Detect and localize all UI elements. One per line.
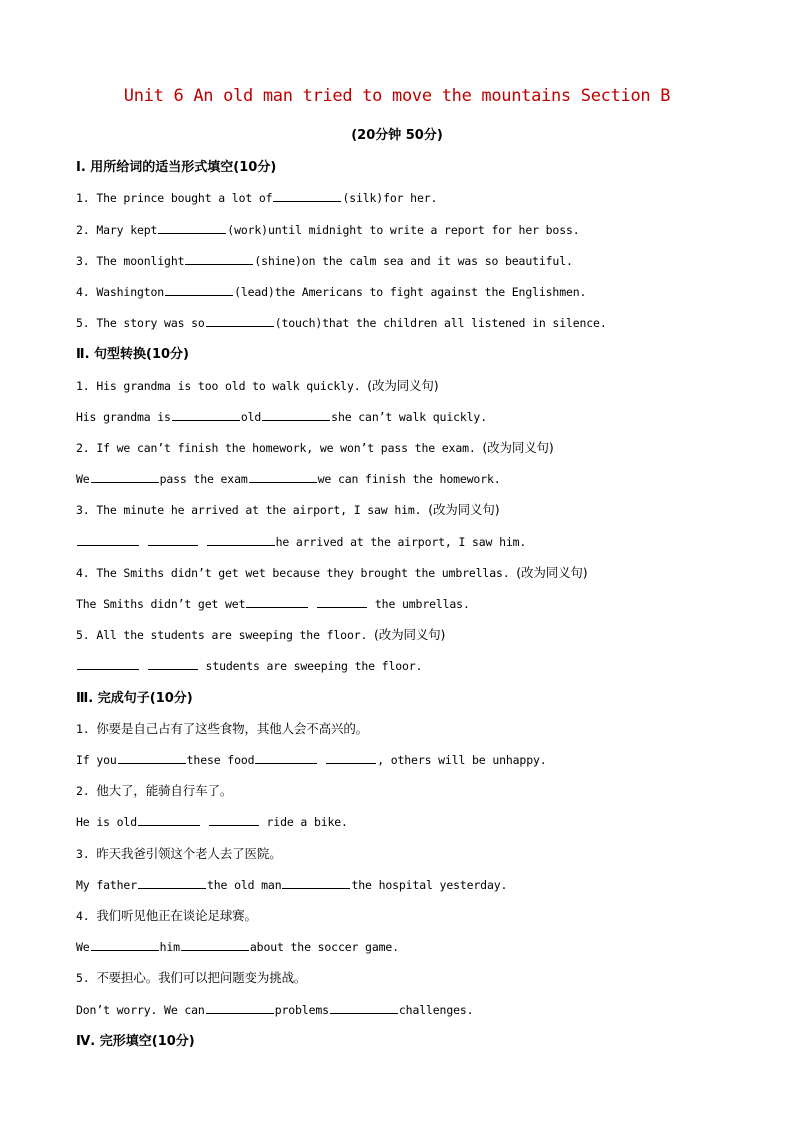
s2-item-2-prompt: 2. If we can’t finish the homework, we won’t pass the exam. (改为同义句) xyxy=(76,440,554,455)
answer-blank[interactable] xyxy=(317,595,367,608)
s2-item-1-answer: His grandma is old she can’t walk quickly. xyxy=(76,410,487,424)
answer-blank[interactable] xyxy=(249,470,317,483)
answer-blank[interactable] xyxy=(77,533,139,546)
answer-blank[interactable] xyxy=(118,751,186,764)
answer-blank[interactable] xyxy=(185,252,253,265)
s1-item-2: 2. Mary kept (work)until midnight to write a report for her boss. xyxy=(76,223,580,237)
s3-item-1-prompt: 1. 你要是自己占有了这些食物，其他人会不高兴的。 xyxy=(76,721,369,736)
section-1-heading: Ⅰ. 用所给词的适当形式填空(10分) xyxy=(76,160,277,175)
s2-item-4-answer: The Smiths didn’t get wet the umbrellas. xyxy=(76,597,470,611)
answer-blank[interactable] xyxy=(181,938,249,951)
answer-blank[interactable] xyxy=(172,408,240,421)
section-4-heading: Ⅳ. 完形填空(10分) xyxy=(76,1034,195,1049)
s2-item-2-answer: We pass the exam we can finish the homework. xyxy=(76,472,501,486)
s3-item-4-prompt: 4. 我们听见他正在谈论足球赛。 xyxy=(76,908,257,923)
s3-item-4-answer: We him about the soccer game. xyxy=(76,940,399,954)
answer-blank[interactable] xyxy=(91,938,159,951)
answer-blank[interactable] xyxy=(165,283,233,296)
answer-blank[interactable] xyxy=(206,1001,274,1014)
s3-item-1-answer: If you these food , others will be unhappy. xyxy=(76,753,547,767)
answer-blank[interactable] xyxy=(255,751,317,764)
answer-blank[interactable] xyxy=(138,876,206,889)
s2-item-4-prompt: 4. The Smiths didn’t get wet because they brought the umbrellas. (改为同义句) xyxy=(76,565,588,580)
page-subtitle: (20分钟 50分) xyxy=(351,128,443,143)
answer-blank[interactable] xyxy=(158,221,226,234)
s2-item-3-answer: he arrived at the airport, I saw him. xyxy=(76,533,526,549)
answer-blank[interactable] xyxy=(207,533,275,546)
s3-item-2-prompt: 2. 他大了，能骑自行车了。 xyxy=(76,783,233,798)
answer-blank[interactable] xyxy=(209,813,259,826)
answer-blank[interactable] xyxy=(148,657,198,670)
answer-blank[interactable] xyxy=(206,314,274,327)
s3-item-3-prompt: 3. 昨天我爸引领这个老人去了医院。 xyxy=(76,846,282,861)
answer-blank[interactable] xyxy=(246,595,308,608)
s2-item-5-answer: students are sweeping the floor. xyxy=(76,657,422,673)
answer-blank[interactable] xyxy=(91,470,159,483)
answer-blank[interactable] xyxy=(77,657,139,670)
s1-item-5: 5. The story was so (touch)that the children all listened in silence. xyxy=(76,316,607,330)
s1-item-3: 3. The moonlight (shine)on the calm sea and it was so beautiful. xyxy=(76,254,573,268)
page-title: Unit 6 An old man tried to move the mountains Section B xyxy=(123,86,671,106)
answer-blank[interactable] xyxy=(326,751,376,764)
s3-item-3-answer: My father the old man the hospital yesterday. xyxy=(76,878,508,892)
answer-blank[interactable] xyxy=(262,408,330,421)
s1-item-1: 1. The prince bought a lot of (silk)for her. xyxy=(76,191,438,205)
section-2-heading: Ⅱ. 句型转换(10分) xyxy=(76,347,190,362)
answer-blank[interactable] xyxy=(330,1001,398,1014)
s2-item-1-prompt: 1. His grandma is too old to walk quickly. (改为同义句) xyxy=(76,378,439,393)
s3-item-5-answer: Don’t worry. We can problems challenges. xyxy=(76,1003,474,1017)
s3-item-5-prompt: 5. 不要担心。我们可以把问题变为挑战。 xyxy=(76,970,307,985)
s2-item-3-prompt: 3. The minute he arrived at the airport, I saw him. (改为同义句) xyxy=(76,502,500,517)
s2-item-5-prompt: 5. All the students are sweeping the floor. (改为同义句) xyxy=(76,627,446,642)
section-3-heading: Ⅲ. 完成句子(10分) xyxy=(76,691,193,706)
answer-blank[interactable] xyxy=(148,533,198,546)
answer-blank[interactable] xyxy=(138,813,200,826)
s1-item-4: 4. Washington (lead)the Americans to fight against the Englishmen. xyxy=(76,285,587,299)
answer-blank[interactable] xyxy=(273,189,341,202)
s3-item-2-answer: He is old ride a bike. xyxy=(76,815,348,829)
answer-blank[interactable] xyxy=(282,876,350,889)
